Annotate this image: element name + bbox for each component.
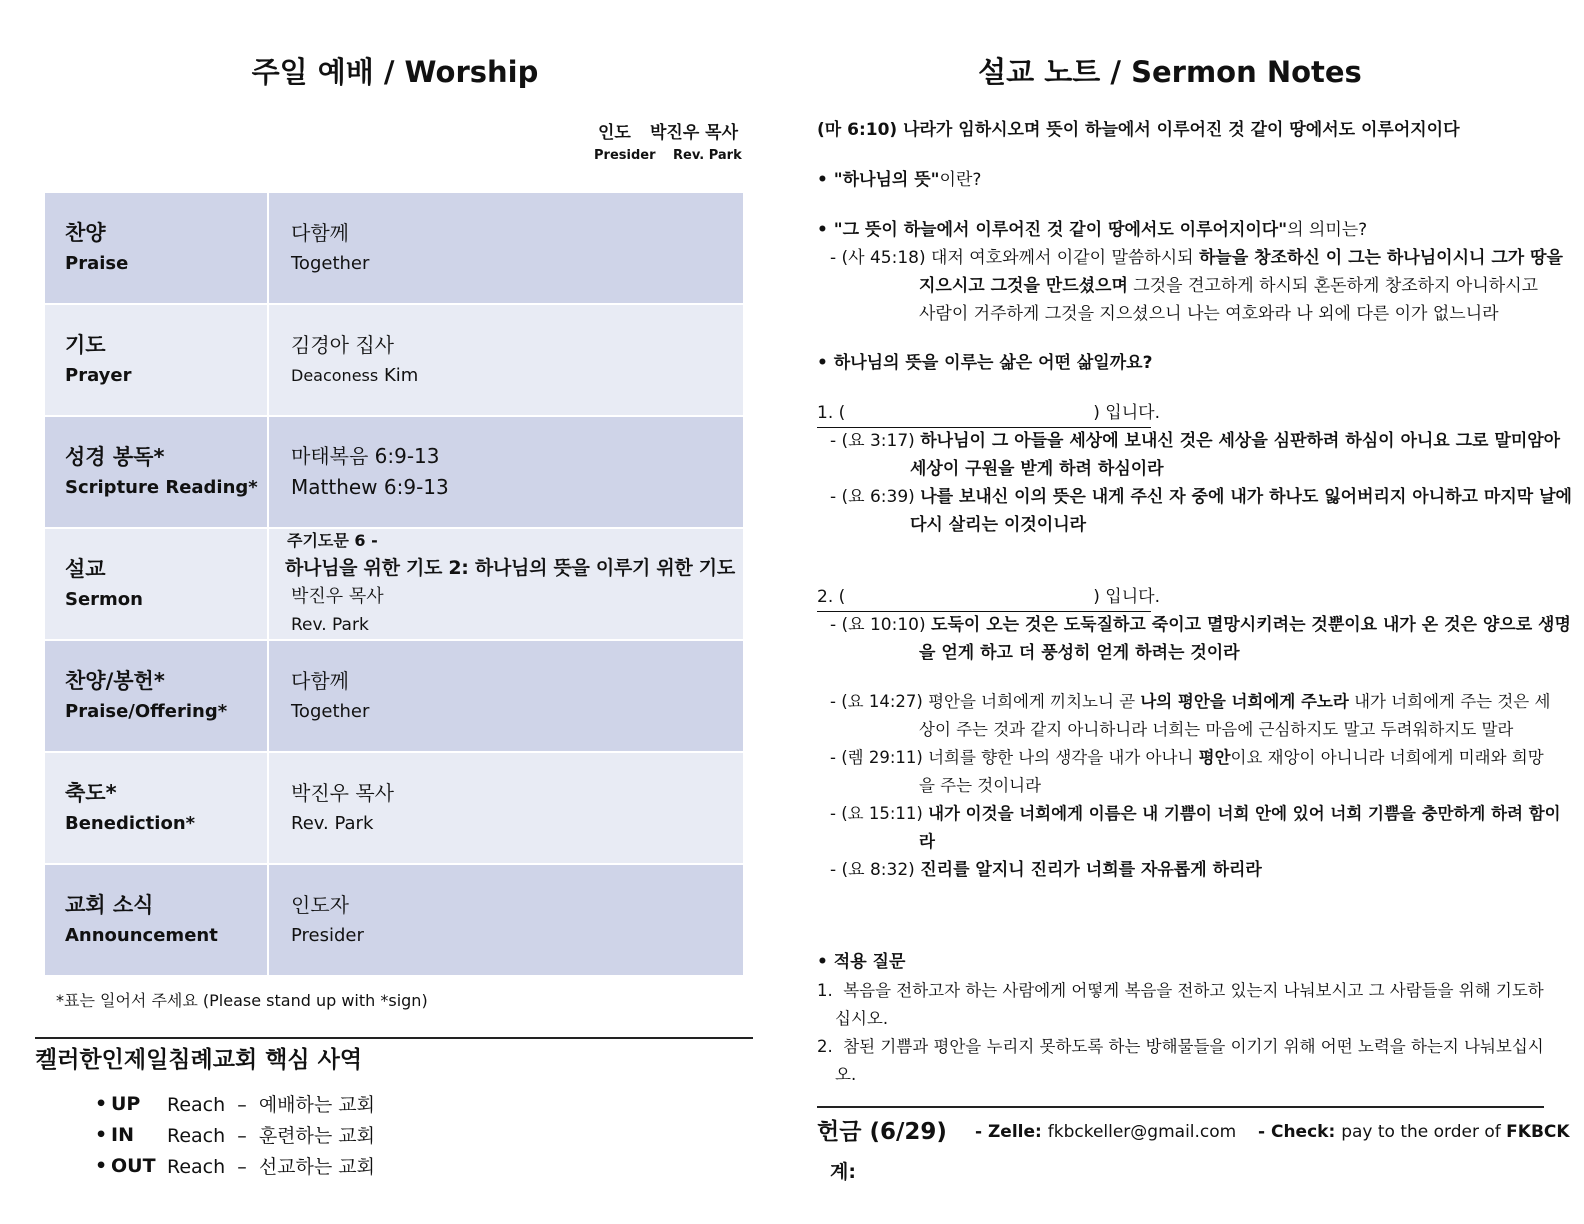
verse-john-3-17 <box>830 427 1560 483</box>
key-verse: (마 6:10) 나라가 임하시오며 뜻이 하늘에서 이루어진 것 같이 땅에서도 이루어지이다 <box>817 120 1460 140</box>
zelle-email: fkbckeller@gmail.com <box>1047 1122 1237 1142</box>
presider-role-ko: 인도 <box>598 123 631 143</box>
verse-text-bold: 나의 평안을 너희에게 주노라 <box>1140 692 1349 711</box>
order-value-en: Rev. Park <box>291 615 369 635</box>
order-label-en: Announcement <box>65 924 218 946</box>
verse-text: 상이 주는 것과 같지 아니하니라 너희는 마음에 근심하지도 말고 두려워하지도 말라 <box>919 720 1514 739</box>
question-1: • "하나님의 뜻"이란? <box>817 170 982 190</box>
order-row-announcement <box>45 865 743 977</box>
question-1-rest: 이란? <box>939 170 982 190</box>
order-value-en: Rev. Park <box>291 812 374 834</box>
blank-number: 2. ( <box>817 587 846 607</box>
order-label-cell <box>45 753 267 863</box>
order-label-ko: 설교 <box>65 556 106 581</box>
verse-john-10-10 <box>830 611 1571 667</box>
verse-text: 사람이 거주하게 그것을 지으셨으니 나는 여호와라 나 외에 다른 이가 없느니라 <box>919 304 1499 324</box>
blank-number: 1. ( <box>817 403 846 423</box>
verse-ref: - (요 10:10) <box>830 615 932 635</box>
bullet: • <box>95 1123 108 1146</box>
stand-note: *표는 일어서 주세요 (Please stand up with *sign) <box>56 991 428 1010</box>
blank-end: ) 입니다. <box>1093 587 1160 607</box>
order-row-benediction <box>45 753 743 865</box>
presider-role-en: Presider <box>594 148 656 163</box>
order-row-offering <box>45 641 743 753</box>
order-value-en-name: Kim <box>383 364 419 386</box>
order-row-sermon <box>45 529 743 641</box>
verse-ref: - (요 8:32) <box>830 860 921 880</box>
ministry-title: 켈러한인제일침례교회 핵심 사역 <box>35 1047 363 1073</box>
order-value-en: Presider <box>291 924 364 946</box>
question-1-bold: "하나님의 뜻" <box>833 170 940 190</box>
verse-ref: - (요 14:27) <box>830 692 929 711</box>
order-label-en: Scripture Reading* <box>65 476 258 498</box>
verse-text: 평안을 너희에게 끼치노니 곧 <box>928 692 1141 711</box>
fill-blank-1 <box>817 399 1160 428</box>
order-value-cell <box>269 529 743 639</box>
verse-text-bold: 내가 이것을 너희에게 이름은 내 기쁨이 너희 안에 있어 너희 기쁨을 충만하게 하려 함이 <box>928 804 1561 823</box>
verse-john-14-27 <box>830 688 1550 744</box>
zelle-label: - Zelle: <box>975 1122 1048 1142</box>
order-value-ko: 박진우 목사 <box>291 586 384 607</box>
order-value-ko: 박진우 목사 <box>291 780 394 805</box>
verse-ref: - (렘 29:11) <box>830 748 929 767</box>
order-value-ko: 인도자 <box>291 892 349 917</box>
verse-text-bold: 세상이 구원을 받게 하려 하심이라 <box>910 459 1164 479</box>
ministry-item-in <box>95 1119 375 1150</box>
offering-total-label: 계: <box>830 1161 856 1183</box>
verse-ref: - (사 45:18) <box>830 248 932 268</box>
order-row-praise <box>45 193 743 305</box>
ministry-text: Reach – 훈련하는 교회 <box>167 1125 375 1147</box>
application-questions <box>817 977 1544 1089</box>
ministry-tag: OUT <box>111 1154 156 1177</box>
order-value-cell <box>269 305 743 415</box>
order-label-cell <box>45 641 267 751</box>
verse-john-6-39 <box>830 483 1572 539</box>
ministry-tag: UP <box>111 1092 141 1115</box>
verse-text: 내가 너희에게 주는 것은 세 <box>1348 692 1551 711</box>
verse-text: 이요 재앙이 아니니라 너희에게 미래와 희망 <box>1230 748 1544 767</box>
ministry-item-out <box>95 1150 375 1181</box>
sermon-title: 하나님을 위한 기도 2: 하나님의 뜻을 이루기 위한 기도 <box>285 557 735 579</box>
order-row-scripture <box>45 417 743 529</box>
presider-name-en: Rev. Park <box>673 148 742 163</box>
verse-text-bold: 하늘을 창조하신 이 그는 하나님이시니 그가 땅을 <box>1198 248 1563 268</box>
order-value-ko: 다함께 <box>291 668 349 693</box>
order-value-ko: 김경아 집사 <box>291 332 394 357</box>
presider-name-ko: 박진우 목사 <box>650 123 739 143</box>
offering-check <box>1258 1118 1570 1146</box>
question-3-text: 하나님의 뜻을 이루는 삶은 어떤 삶일까요? <box>833 353 1153 373</box>
check-label: - Check: <box>1258 1122 1342 1142</box>
question-3: • 하나님의 뜻을 이루는 삶은 어떤 삶일까요? <box>817 353 1153 373</box>
order-label-cell <box>45 529 267 639</box>
order-label-ko: 축도* <box>65 780 117 805</box>
ministry-list <box>95 1088 375 1181</box>
verse-text: 너희를 향한 나의 생각을 내가 아나니 <box>928 748 1199 767</box>
order-label-cell <box>45 305 267 415</box>
verse-text-bold: 하나님이 그 아들을 세상에 보내신 것은 세상을 심판하려 하심이 아니요 그로 말미암아 <box>920 431 1561 451</box>
order-value-ko: 마태복음 6:9-13 <box>291 444 440 468</box>
order-label-en: Benediction* <box>65 812 196 834</box>
ministry-text: Reach – 선교하는 교회 <box>167 1156 375 1178</box>
order-value-en: Matthew 6:9-13 <box>291 475 449 499</box>
verse-ref: - (요 6:39) <box>830 487 921 507</box>
order-value-ko: 다함께 <box>291 220 349 245</box>
order-label-ko: 성경 봉독* <box>65 444 165 469</box>
order-label-cell <box>45 193 267 303</box>
verse-text-bold: 지으시고 그것을 만드셨으며 <box>919 276 1128 296</box>
offering-zelle <box>975 1118 1236 1146</box>
verse-text-bold: 나를 보내신 이의 뜻은 내게 주신 자 중에 내가 하나도 잃어버리지 아니하고 마지막 날에 <box>920 487 1572 507</box>
order-label-en: Sermon <box>65 588 143 610</box>
verse-ref: - (요 3:17) <box>830 431 921 451</box>
verse-john-15-11 <box>830 800 1561 856</box>
application-question-1-cont: 십시오. <box>835 1009 889 1028</box>
bullet: • <box>95 1154 108 1177</box>
verse-text: 그것을 견고하게 하시되 혼돈하게 창조하지 아니하시고 <box>1127 276 1539 296</box>
order-label-ko: 교회 소식 <box>65 892 154 917</box>
order-value-en: Together <box>291 700 370 722</box>
order-value-en: Together <box>291 252 370 274</box>
offering-title: 헌금 (6/29) <box>817 1119 947 1145</box>
order-value-cell <box>269 641 743 751</box>
sermon-notes-title: 설교 노트 / Sermon Notes <box>978 55 1362 89</box>
verse-jeremiah-29-11 <box>830 744 1544 800</box>
ministry-tag: IN <box>111 1123 134 1146</box>
check-payee: FKBCK <box>1506 1122 1570 1142</box>
order-value-cell <box>269 865 743 975</box>
verse-john-8-32 <box>830 856 1262 884</box>
verse-text-bold: 을 얻게 하고 더 풍성히 얻게 하려는 것이라 <box>919 643 1240 663</box>
order-value-cell <box>269 417 743 527</box>
application-question-2-cont: 오. <box>835 1065 857 1084</box>
ministry-text: Reach – 예배하는 교회 <box>167 1094 375 1116</box>
blank-end: ) 입니다. <box>1093 403 1160 423</box>
verse-text-bold: 라 <box>919 832 935 851</box>
order-value-en <box>291 361 743 391</box>
verse-text-bold: 다시 살리는 이것이니라 <box>910 515 1087 535</box>
order-value-cell <box>269 193 743 303</box>
order-label-ko: 찬양 <box>65 220 106 245</box>
ministry-item-up <box>95 1088 375 1119</box>
application-question-1: 1. 복음을 전하고자 하는 사람에게 어떻게 복음을 전하고 있는지 나눠보시고 그 사람들을 위해 기도하 <box>817 981 1544 1000</box>
worship-order-table <box>45 193 743 977</box>
bullet: • <box>95 1092 108 1115</box>
order-label-ko: 기도 <box>65 332 106 357</box>
fill-blank-2 <box>817 583 1160 612</box>
divider <box>35 1037 753 1039</box>
question-2-bold: "그 뜻이 하늘에서 이루어진 것 같이 땅에서도 이루어지이다" <box>833 220 1288 240</box>
order-label-en: Prayer <box>65 364 132 386</box>
order-label-ko: 찬양/봉헌* <box>65 668 165 693</box>
order-label-cell <box>45 865 267 975</box>
order-value-en-title: Deaconess <box>291 365 379 385</box>
divider <box>817 1106 1544 1108</box>
sermon-series: 주기도문 6 - <box>287 531 378 550</box>
verse-text: 을 주는 것이니라 <box>919 776 1042 795</box>
application-question-2: 2. 참된 기쁨과 평안을 누리지 못하도록 하는 방해물들을 이기기 위해 어떤 노력을 하는지 나눠보십시 <box>817 1037 1544 1056</box>
verse-text: 대저 여호와께서 이같이 말씀하시되 <box>931 248 1199 268</box>
order-label-en: Praise <box>65 252 129 274</box>
question-2-rest: 의 의미는? <box>1287 220 1368 240</box>
question-2: • "그 뜻이 하늘에서 이루어진 것 같이 땅에서도 이루어지이다"의 의미는? <box>817 220 1368 240</box>
verse-text-bold: 진리를 알지니 진리가 너희를 자유롭게 하리라 <box>920 860 1262 880</box>
verse-text-bold: 평안 <box>1198 748 1231 767</box>
order-row-prayer <box>45 305 743 417</box>
order-value-cell <box>269 753 743 863</box>
verse-isaiah <box>830 244 1563 328</box>
verse-text-bold: 도둑이 오는 것은 도둑질하고 죽이고 멸망시키려는 것뿐이요 내가 온 것은 양으로 생명 <box>931 615 1571 635</box>
check-text: pay to the order of <box>1341 1122 1507 1142</box>
worship-title: 주일 예배 / Worship <box>251 55 539 89</box>
order-label-cell <box>45 417 267 527</box>
application-title: • 적용 질문 <box>817 952 906 972</box>
verse-ref: - (요 15:11) <box>830 804 929 823</box>
order-label-en: Praise/Offering* <box>65 700 228 722</box>
